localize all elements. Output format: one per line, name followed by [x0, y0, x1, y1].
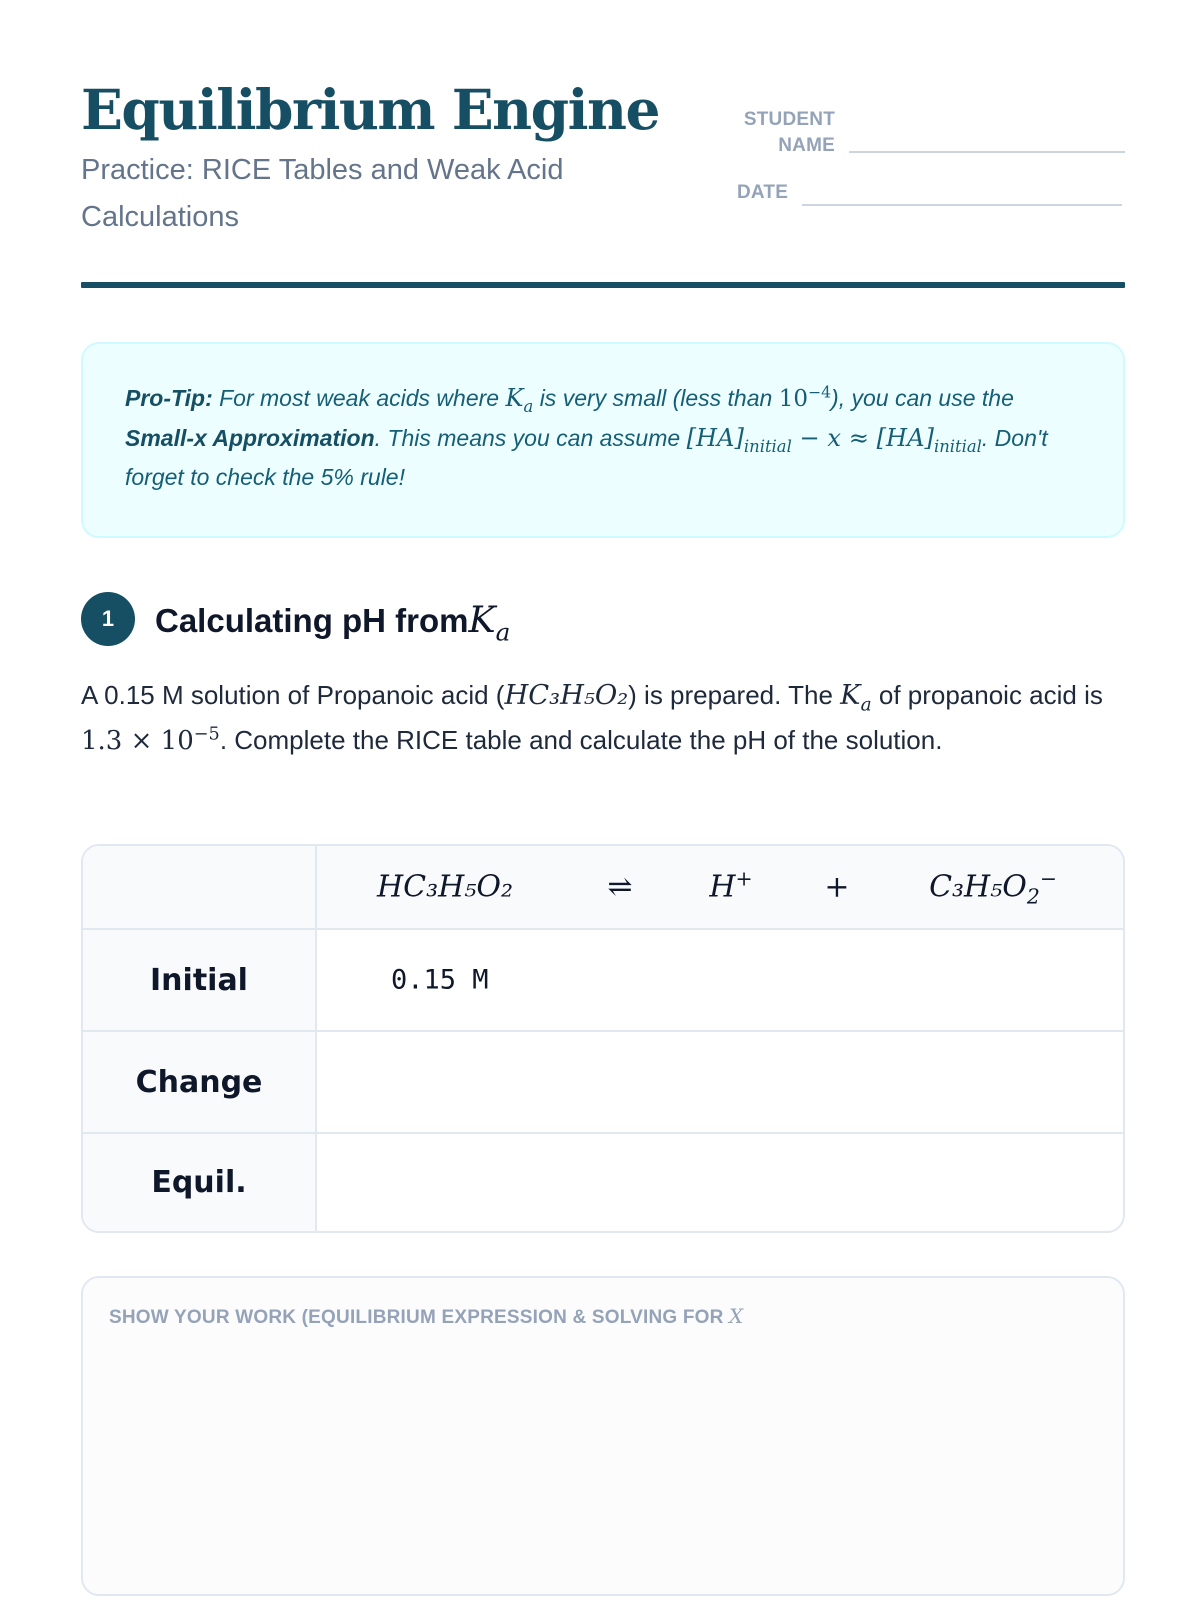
- tip-approximation-name: Small-x Approximation: [125, 425, 375, 451]
- tip-ka-symbol: $K_a$: [505, 384, 534, 416]
- row-label-change: Change: [83, 1032, 317, 1132]
- rice-row-equilibrium: [83, 1134, 1123, 1231]
- show-work-label: SHOW YOUR WORK (EQUILIBRIUM EXPRESSION & SOLVING FOR X: [109, 1304, 744, 1328]
- reaction-equation: [317, 846, 1123, 928]
- rice-row-change: [83, 1032, 1123, 1134]
- worksheet-header: [81, 0, 1125, 288]
- propanoic-acid-formula: HC₃H₅O₂: [504, 680, 629, 711]
- initial-values-cell[interactable]: [317, 930, 1123, 1030]
- tip-text-5: . Don't forget to check the 5% rule!: [125, 425, 1048, 490]
- pro-tip-callout: [81, 342, 1125, 538]
- equilibrium-arrow: ⇌: [607, 869, 633, 905]
- ka-value: $1.3 \times 10^{-5}$: [81, 724, 220, 756]
- page-title: Equilibrium Engine: [81, 77, 659, 142]
- section-title: Calculating pH fromK$_a$: [155, 597, 511, 646]
- change-values-cell[interactable]: [317, 1032, 1123, 1132]
- worksheet-page: [81, 0, 1125, 1328]
- tip-text-3: ), you can use the: [831, 385, 1014, 411]
- tip-threshold: $10^{-4}$: [778, 382, 832, 412]
- initial-acid-concentration: 0.15 M: [391, 964, 489, 996]
- page-subtitle: Practice: RICE Tables and Weak Acid Calculations: [81, 154, 564, 233]
- tip-text-1: For most weak acids where: [219, 385, 500, 411]
- rice-corner-cell: [83, 846, 317, 928]
- hydrogen-ion-species: H+: [709, 866, 753, 905]
- plus-sign: +: [824, 869, 850, 905]
- student-name-row: [737, 107, 1125, 159]
- rice-row-initial: [83, 930, 1123, 1032]
- tip-text-2: is very small (less than: [539, 385, 773, 411]
- row-label-equilibrium: Equil.: [83, 1134, 317, 1231]
- tip-approximation-expression: $[HA]_{initial} - x \approx [HA]_{initial}$: [686, 424, 982, 456]
- student-name-field[interactable]: [849, 151, 1125, 153]
- row-label-initial: Initial: [83, 930, 317, 1030]
- work-variable: X: [729, 1304, 744, 1328]
- section-1-heading: [81, 592, 510, 646]
- equilibrium-values-cell[interactable]: [317, 1134, 1123, 1231]
- problem-statement: A 0.15 M solution of Propanoic acid (HC₃H₅O₂) is prepared. The $K_a$ of propanoic acid is $1.3 \times 10^{-5}$. Complete the RICE table and calculate the pH of the solution.: [81, 680, 1103, 756]
- reactant-species: HC₃H₅O₂: [377, 869, 513, 905]
- date-row: [737, 180, 1122, 206]
- student-name-label: STUDENT NAME: [743, 109, 835, 156]
- propanoate-ion-species: $C_3H_5O_2^-$: [929, 866, 1057, 909]
- rice-table: [81, 844, 1125, 1233]
- pro-tip-lead: Pro-Tip:: [125, 385, 213, 411]
- date-label: DATE: [737, 182, 789, 203]
- section-number-badge: 1: [81, 592, 135, 646]
- problem-ka-symbol: $K_a$: [840, 680, 872, 716]
- show-work-box[interactable]: [81, 1276, 1125, 1596]
- section-ka-symbol: $K_a$: [468, 597, 511, 646]
- rice-header-row: [83, 846, 1123, 930]
- header-divider: [81, 282, 1125, 288]
- date-field[interactable]: [802, 204, 1122, 206]
- tip-text-4: . This means you can assume: [374, 425, 681, 451]
